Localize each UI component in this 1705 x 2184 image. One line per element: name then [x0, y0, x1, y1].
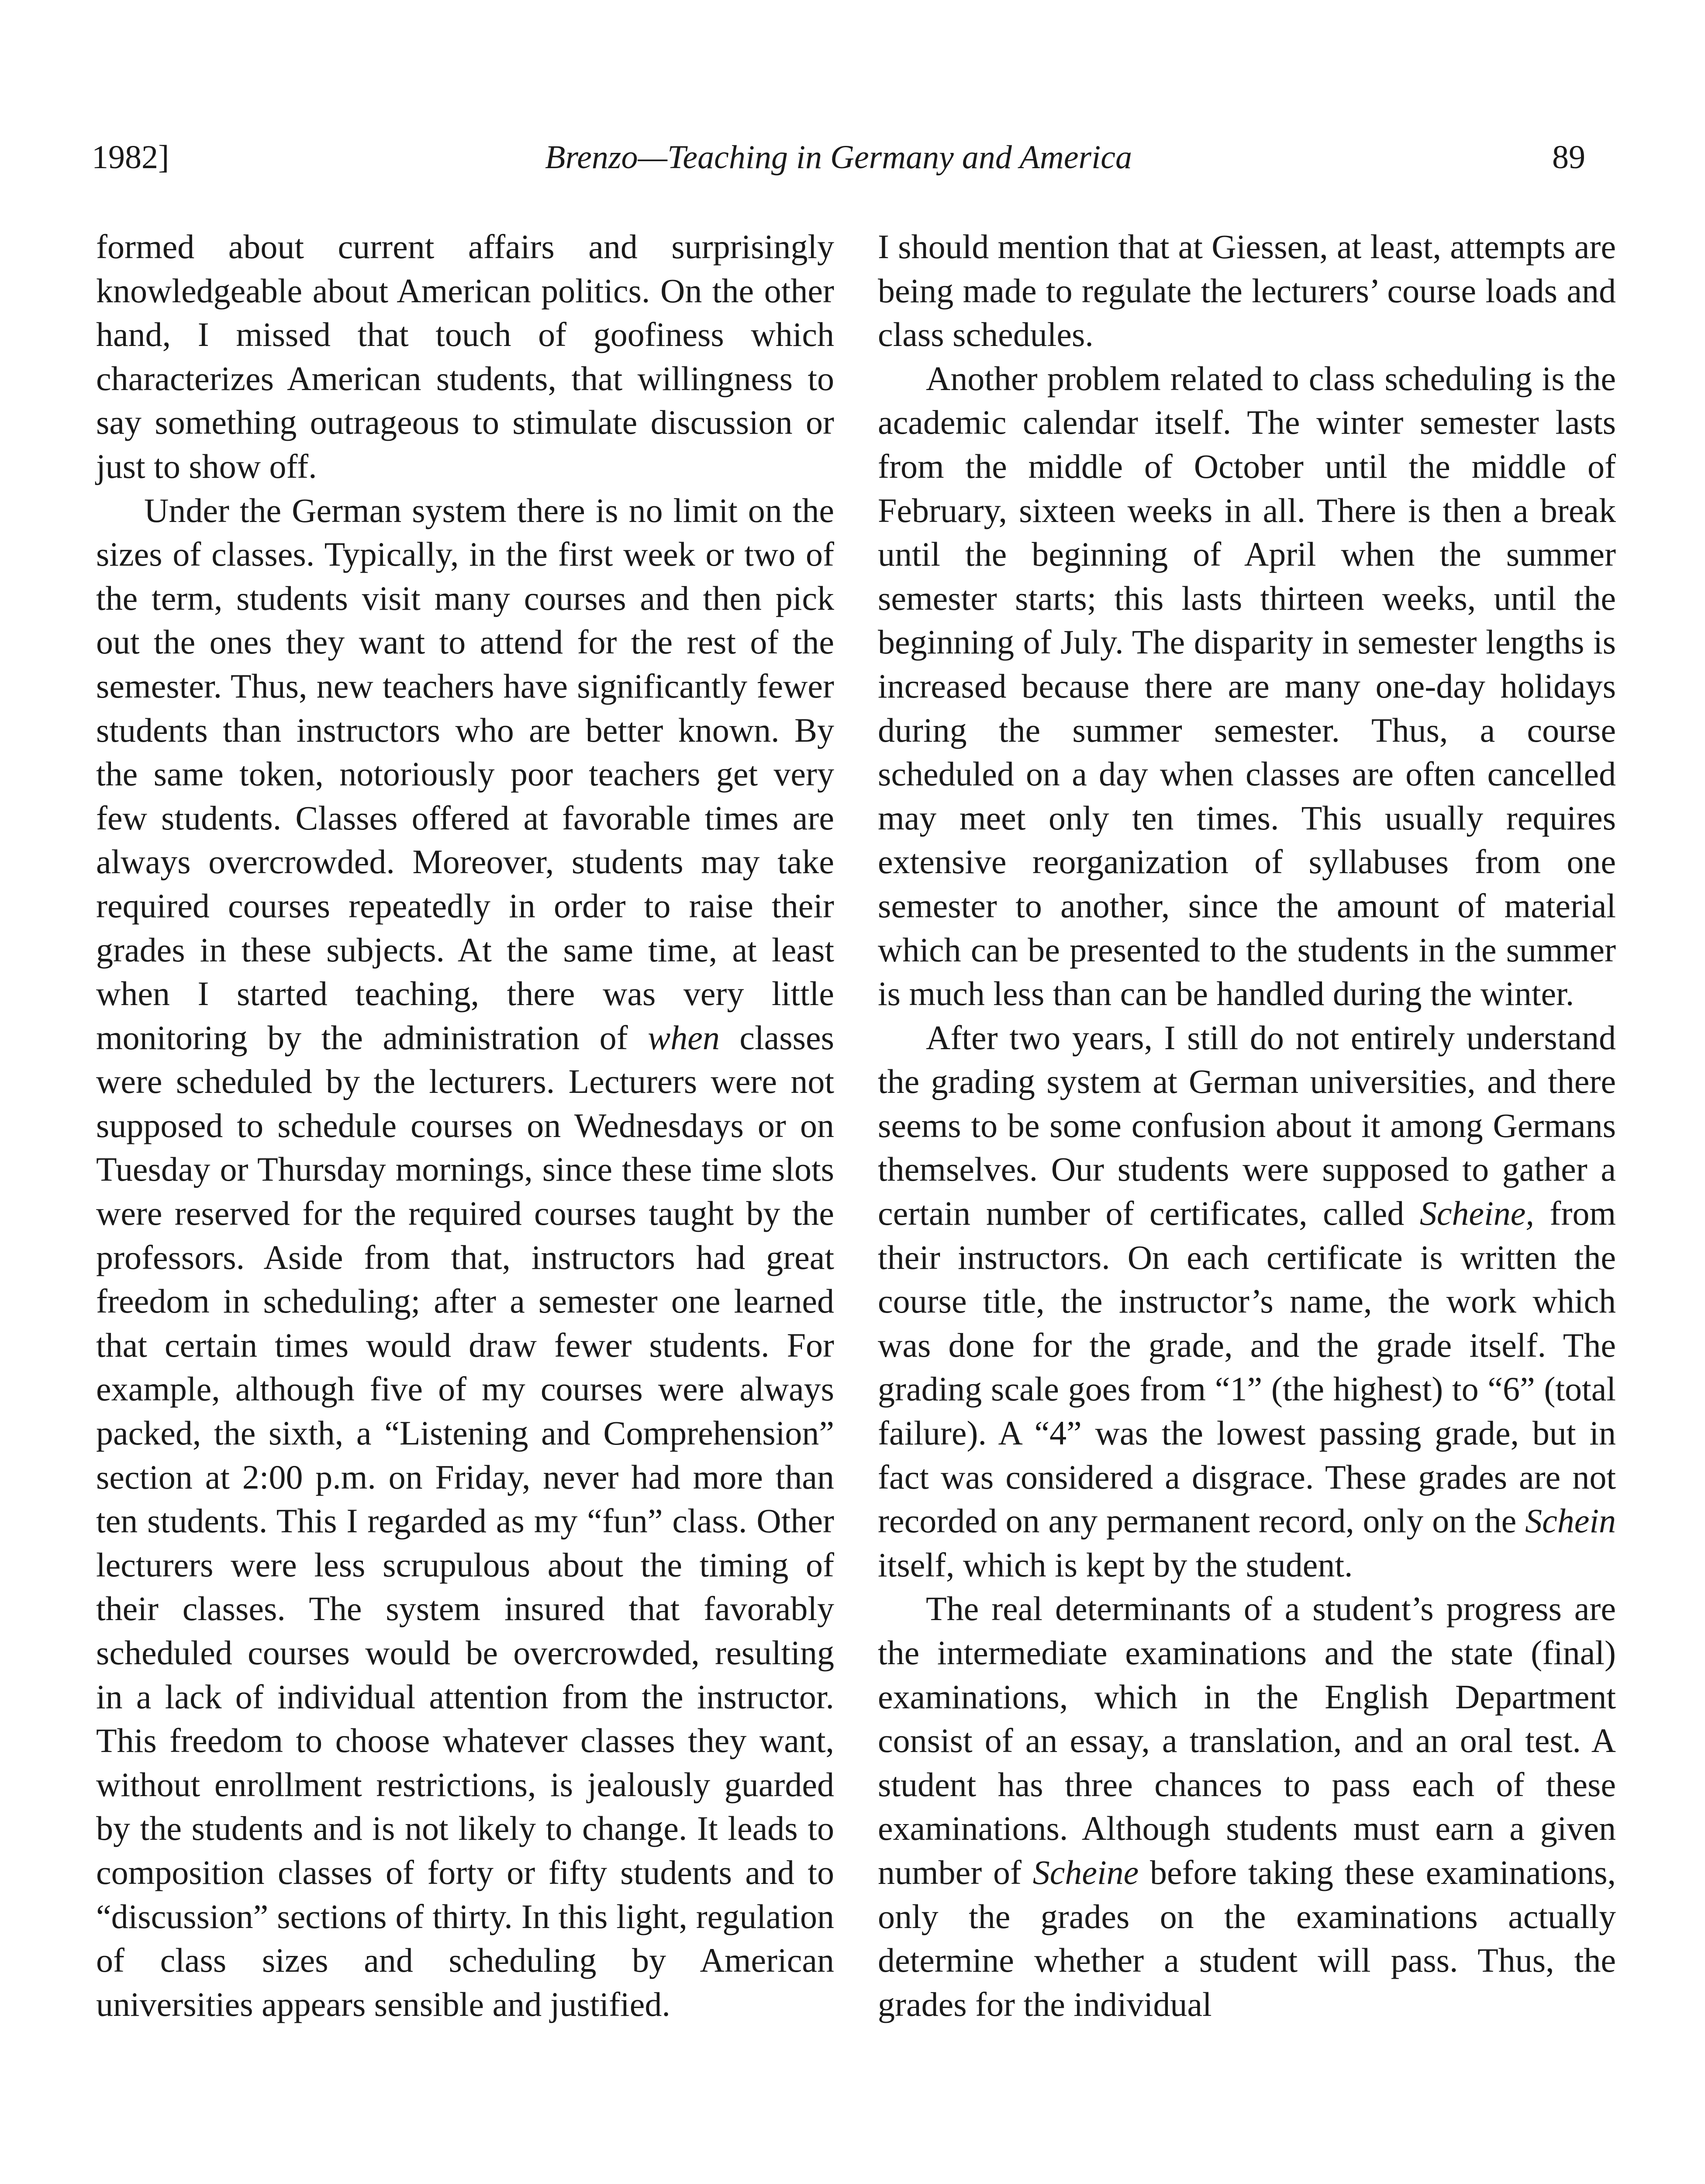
emphasis: Schein: [1525, 1502, 1616, 1540]
paragraph: formed about current affairs and surprisingly knowledgeable about American politics. On the other hand, I missed that touch of goofiness which characterizes American students, that willingness to say something outrageous to stimulate discussion or just to show off.: [96, 228, 834, 485]
running-header: [92, 131, 1585, 183]
paragraph: After two years, I still do not entirely understand the grading system at German universities, and there seems to be some confusion about it among Germans themselves. Our students were supposed to gather a certain number of certificates, called Scheine, from their instructors. On each certificate is written the course title, the instructor’s name, the work which was done for the grade, and the grade itself. The grading scale goes from “1” (the highest) to “6” (total failure). A “4” was the lowest passing grade, but in fact was considered a disgrace. These grades are not recorded on any permanent record, only on the Schein itself, which is kept by the student.: [878, 1018, 1616, 1584]
page-number: 89: [1552, 139, 1585, 176]
emphasis: Scheine,: [1419, 1194, 1534, 1233]
paragraph: I should mention that at Giessen, at least, attempts are being made to regulate the lecturers’ course loads and class schedules.: [878, 228, 1616, 354]
paragraph: Under the German system there is no limit on the sizes of classes. Typically, in the first week or two of the term, students visit many courses and then pick out the ones they want to attend for the rest of the semester. Thus, new teachers have significantly fewer students than instructors who are better known. By the same token, notoriously poor teachers get very few students. Classes offered at favorable times are always overcrowded. Moreover, students may take required courses repeatedly in order to raise their grades in these subjects. At the same time, at least when I started teaching, there was very little monitoring by the administration of when classes were scheduled by the lecturers. Lecturers were not supposed to schedule courses on Wednesdays or on Tuesday or Thursday mornings, since these time slots were reserved for the required courses taught by the professors. Aside from that, instructors had great freedom in scheduling; after a semester one learned that certain times would draw fewer students. For example, although five of my courses were always packed, the sixth, a “Listening and Comprehension” section at 2:00 p.m. on Friday, never had more than ten students. This I regarded as my “fun” class. Other lecturers were less scrupulous about the timing of their classes. The system insured that favorably scheduled courses would be overcrowded, resulting in a lack of individual attention from the instructor. This freedom to choose whatever classes they want, without enrollment restrictions, is jealously guarded by the students and is not likely to change. It leads to composition classes of forty or fifty students and to “discussion” sections of thirty. In this light, regulation of class sizes and scheduling by American universities appears sensible and justified.: [96, 491, 834, 2023]
paragraph: Another problem related to class scheduling is the academic calendar itself. The winter semester lasts from the middle of October until the middle of February, sixteen weeks in all. There is then a break until the beginning of April when the summer semester starts; this lasts thirteen weeks, until the beginning of July. The disparity in semester lengths is increased because there are many one-day holidays during the summer semester. Thus, a course scheduled on a day when classes are often cancelled may meet only ten times. This usually requires extensive reorganization of syllabuses from one semester to another, since the amount of material which can be presented to the students in the summer is much less than can be handled during the winter.: [878, 359, 1616, 1013]
header-running-title: Brenzo—Teaching in Germany and America: [545, 139, 1132, 176]
header-year: 1982]: [92, 139, 169, 176]
paragraph: The real determinants of a student’s progress are the intermediate examinations and the state (final) examinations, which in the English Department consist of an essay, a translation, and an oral test. A student has three chances to pass each of these examinations. Although students must earn a given number of Scheine before taking these examinations, only the grades on the examinations actually determine whether a student will pass. Thus, the grades for the individual: [878, 1590, 1616, 2023]
left-column: [96, 225, 834, 2026]
emphasis: when: [648, 1018, 720, 1057]
right-column: [878, 225, 1616, 2026]
emphasis: Scheine: [1032, 1853, 1139, 1891]
